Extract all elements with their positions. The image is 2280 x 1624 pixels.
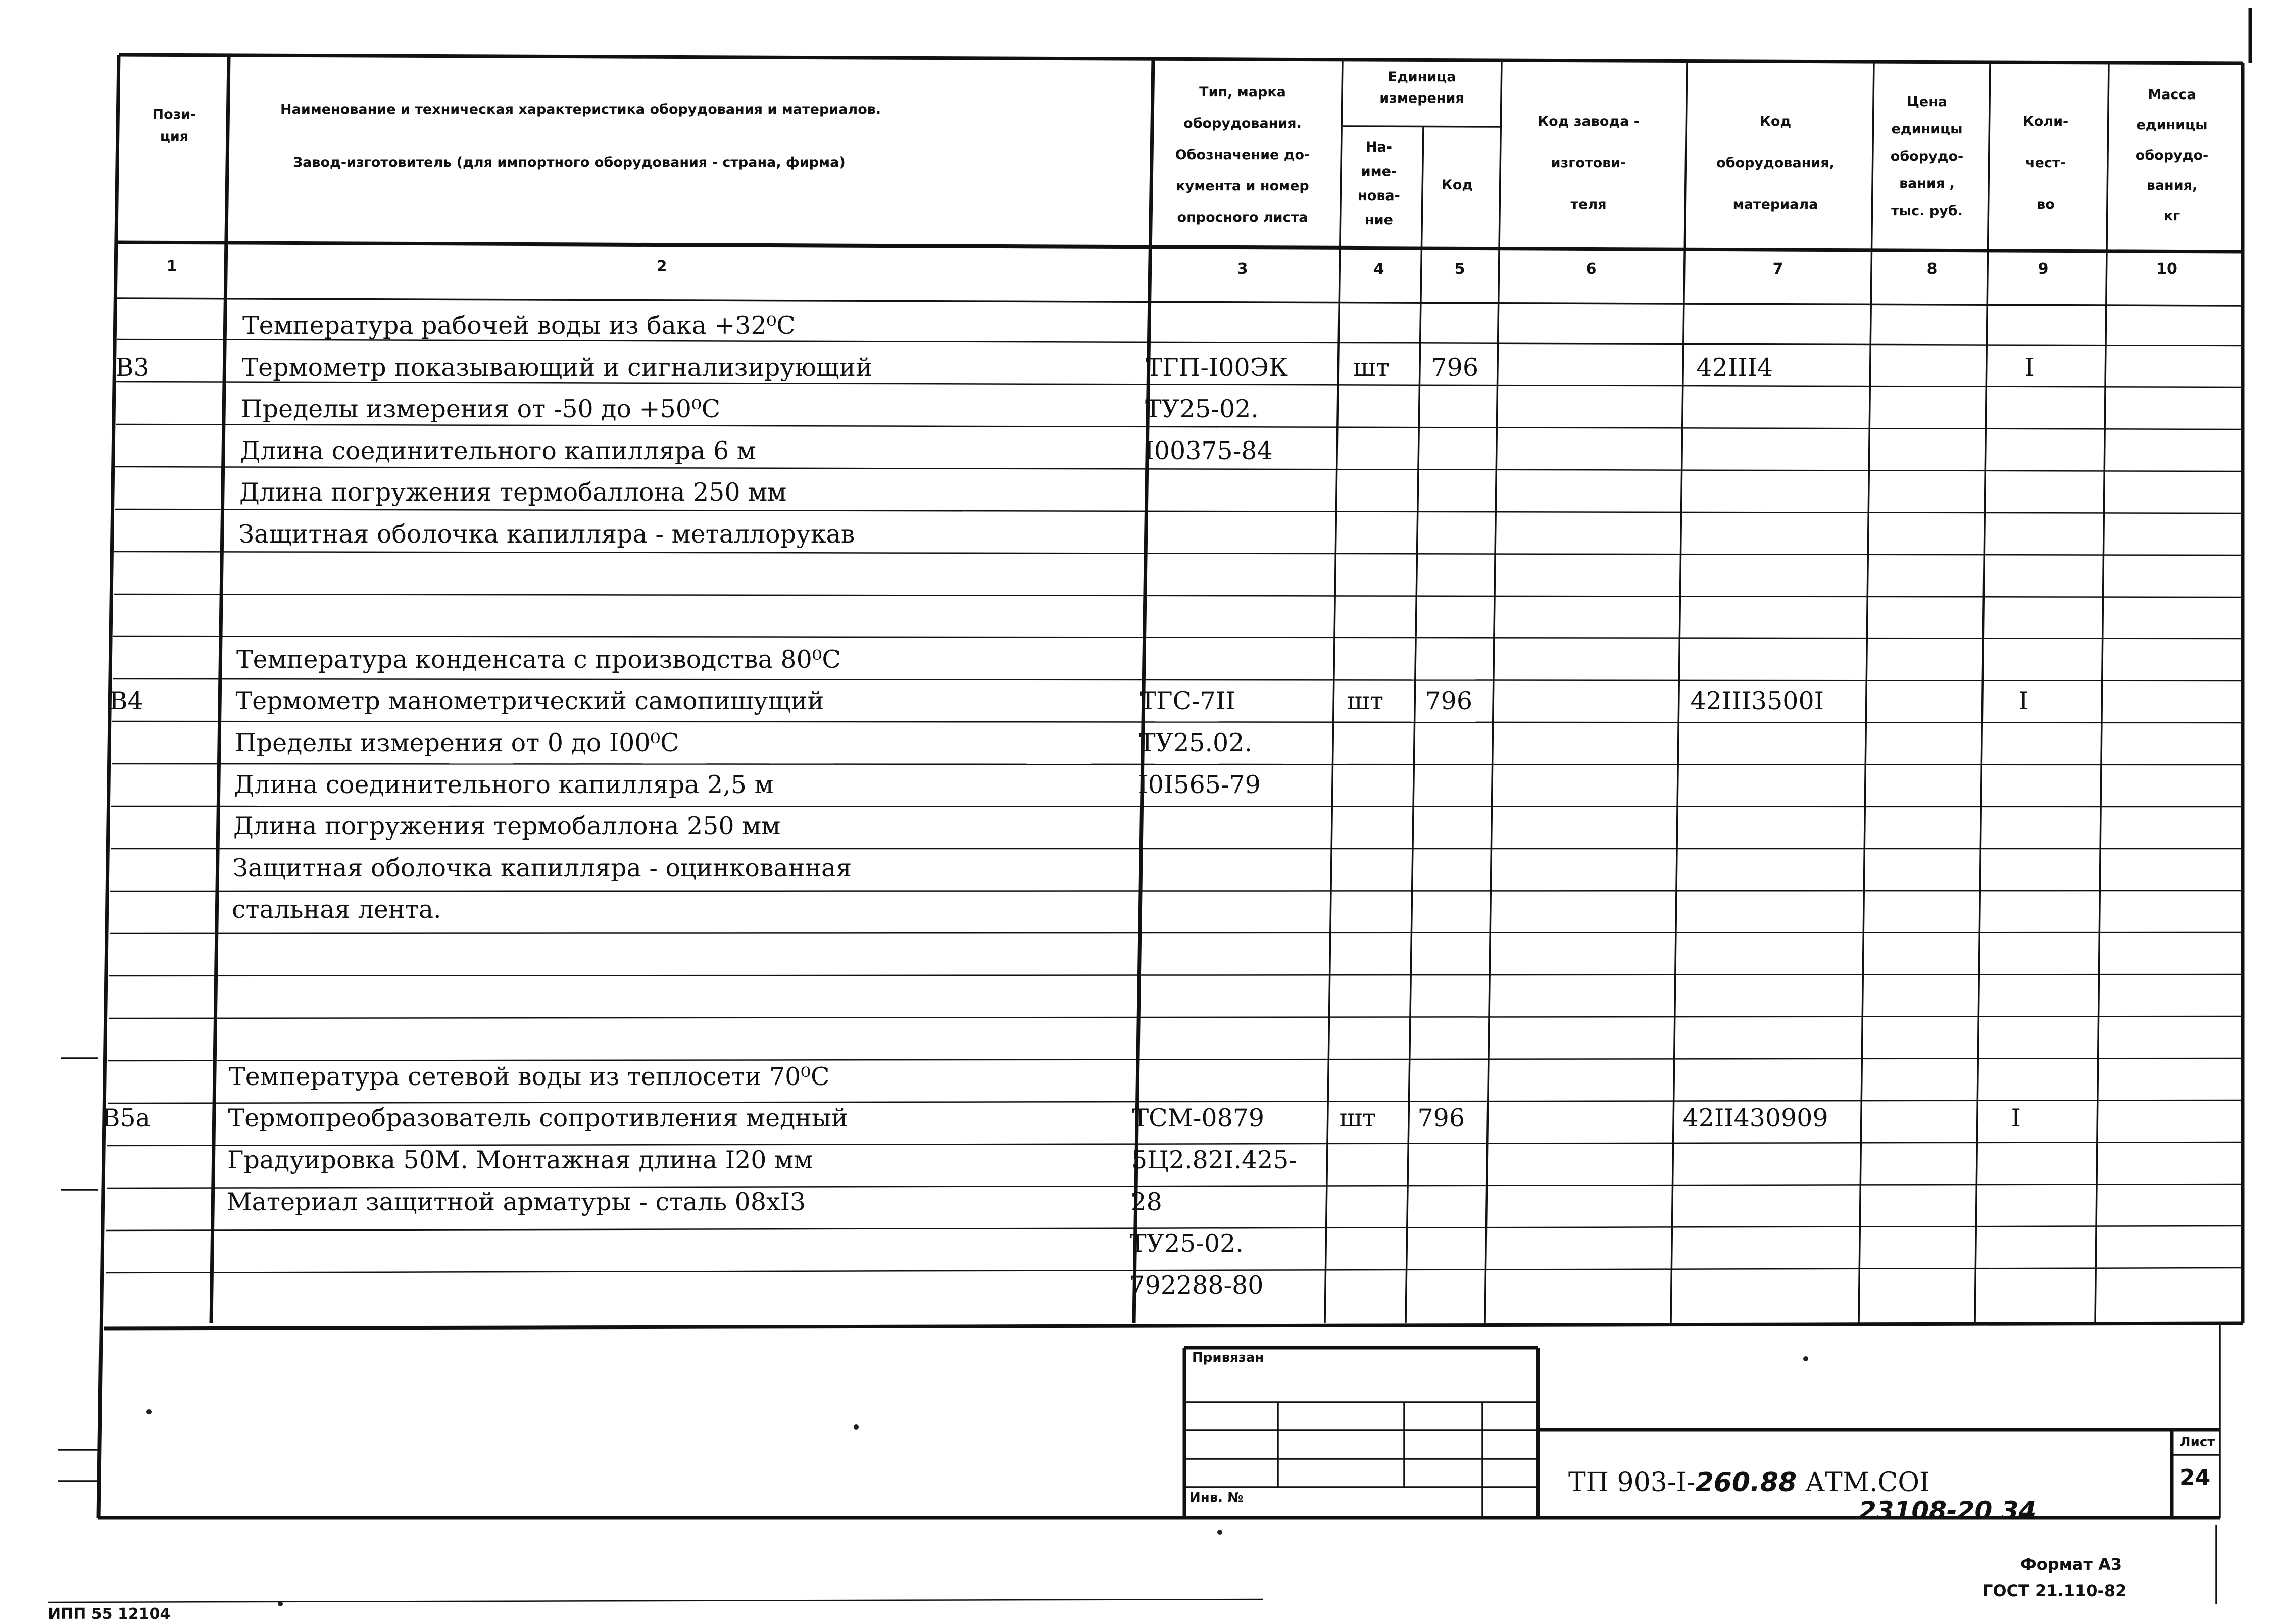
scan-speck — [1217, 1530, 1222, 1535]
type-cell: I00375-84 — [1144, 436, 1273, 465]
column-number: 1 — [166, 258, 177, 275]
name-cell: Температура рабочей воды из бака +32⁰С — [242, 311, 796, 340]
scan-speck — [146, 1409, 152, 1414]
scan-speck — [1803, 1356, 1808, 1361]
header-unit-name: На- име- нова- ние — [1358, 139, 1400, 228]
name-cell: Температура сетевой воды из теплосети 70⁰С — [229, 1062, 830, 1091]
type-cell: ТУ25-02. — [1130, 1229, 1244, 1258]
name-cell: Термометр показывающий и сигнализирующий — [241, 353, 872, 382]
format-label: Формат А3 — [2020, 1555, 2122, 1574]
type-cell: ТГС-7II — [1139, 686, 1235, 716]
unit-code-cell: 796 — [1417, 1104, 1465, 1133]
sheet-number: 24 — [2179, 1465, 2211, 1491]
name-cell: стальная лента. — [232, 895, 441, 924]
type-cell: ТУ25-02. — [1145, 395, 1259, 424]
name-cell: Длина соединительного капилляра 2,5 м — [234, 770, 774, 799]
column-number: 6 — [1585, 260, 1597, 278]
column-number: 10 — [2156, 260, 2177, 278]
type-cell: 5Ц2.82I.425- — [1131, 1146, 1298, 1174]
scan-speck — [854, 1424, 859, 1430]
type-cell: 792288-80 — [1129, 1270, 1264, 1300]
position-cell: В3 — [115, 353, 150, 382]
unit-name-cell: шт — [1339, 1104, 1376, 1133]
type-cell: I0I565-79 — [1138, 770, 1261, 799]
name-cell: Материал защитной арматуры - сталь 08хI3 — [226, 1187, 806, 1216]
document-designation-prefix: ТП 903-I- — [1568, 1467, 1696, 1498]
header-name-line1: Наименование и техническая характеристика оборудования и материалов. — [280, 102, 881, 117]
name-cell: Температура конденсата с производства 80⁰С — [236, 645, 841, 674]
position-cell: В4 — [109, 686, 143, 716]
name-cell: Длина погружения термобаллона 250 мм — [233, 812, 781, 841]
column-number: 4 — [1373, 260, 1384, 278]
name-cell: Пределы измерения от 0 до I00⁰С — [235, 728, 679, 757]
type-cell: ТСМ-0879 — [1132, 1104, 1265, 1133]
quantity-cell: I — [2024, 353, 2035, 382]
name-cell: Защитная оболочка капилляра - оцинкованная — [232, 853, 852, 882]
name-cell: Термопреобразователь сопротивления медный — [228, 1104, 848, 1133]
stamp-inventory-label: Инв. № — [1189, 1490, 1244, 1505]
name-cell: Длина соединительного капилляра 6 м — [240, 436, 756, 465]
type-cell: ТУ25.02. — [1139, 728, 1252, 757]
unit-code-cell: 796 — [1425, 686, 1473, 716]
handwritten-archive-number: 23108-20 34 — [1859, 1496, 2037, 1525]
column-number: 9 — [2038, 260, 2049, 278]
column-number: 3 — [1237, 260, 1248, 278]
name-cell: Термометр манометрический самопишущий — [235, 686, 824, 716]
unit-code-cell: 796 — [1431, 353, 1479, 382]
unit-name-cell: шт — [1353, 353, 1390, 382]
position-cell: В5а — [102, 1104, 151, 1133]
equipment-code-cell: 42III4 — [1696, 353, 1773, 382]
quantity-cell: I — [2018, 686, 2028, 716]
gost-label: ГОСТ 21.110-82 — [1982, 1581, 2127, 1600]
stamp-privyazan-label: Привязан — [1192, 1350, 1264, 1365]
column-number: 8 — [1926, 260, 1938, 278]
header-quantity: Коли- чест- во — [2022, 114, 2069, 212]
column-number: 5 — [1454, 260, 1465, 278]
unit-name-cell: шт — [1347, 686, 1384, 716]
header-unit-code: Код — [1441, 177, 1473, 193]
archive-code: ИПП 55 12104 — [48, 1605, 171, 1623]
header-equipment-code: Код оборудования, материала — [1716, 114, 1835, 212]
document-designation-suffix: АТМ.СОI — [1797, 1467, 1930, 1498]
name-cell: Защитная оболочка капилляра - металлорукав — [238, 520, 855, 549]
header-unit-group: Единица измерения — [1379, 69, 1464, 106]
scan-speck — [278, 1601, 283, 1606]
document-designation — [1568, 1467, 1930, 1498]
equipment-code-cell: 42II430909 — [1682, 1104, 1828, 1133]
sheet-label: Лист — [2179, 1435, 2215, 1450]
name-cell: Пределы измерения от -50 до +50⁰С — [241, 395, 721, 424]
quantity-cell: I — [2011, 1104, 2021, 1133]
equipment-code-cell: 42III3500I — [1690, 686, 1824, 716]
column-number: 2 — [656, 258, 667, 275]
type-cell: 28 — [1130, 1187, 1162, 1216]
header-type: Тип, марка оборудования. Обозначение до- кумента и номер опросного листа — [1175, 84, 1310, 225]
header-maker-code: Код завода - изготови- теля — [1538, 114, 1640, 212]
type-cell: ТГП-I00ЭК — [1146, 353, 1288, 382]
header-price: Цена единицы оборудо- вания , тыс. руб. — [1890, 94, 1964, 219]
header-position: Пози- ция — [152, 107, 196, 144]
column-number: 7 — [1772, 260, 1783, 278]
name-cell: Длина погружения термобаллона 250 мм — [239, 478, 787, 507]
header-mass: Масса единицы оборудо- вания, кг — [2135, 87, 2209, 224]
document-designation-handwritten: 260.88 — [1695, 1467, 1797, 1498]
header-name-line2: Завод-изготовитель (для импортного оборудования - страна, фирма) — [293, 155, 846, 170]
name-cell: Градуировка 50М. Монтажная длина I20 мм — [227, 1146, 813, 1174]
